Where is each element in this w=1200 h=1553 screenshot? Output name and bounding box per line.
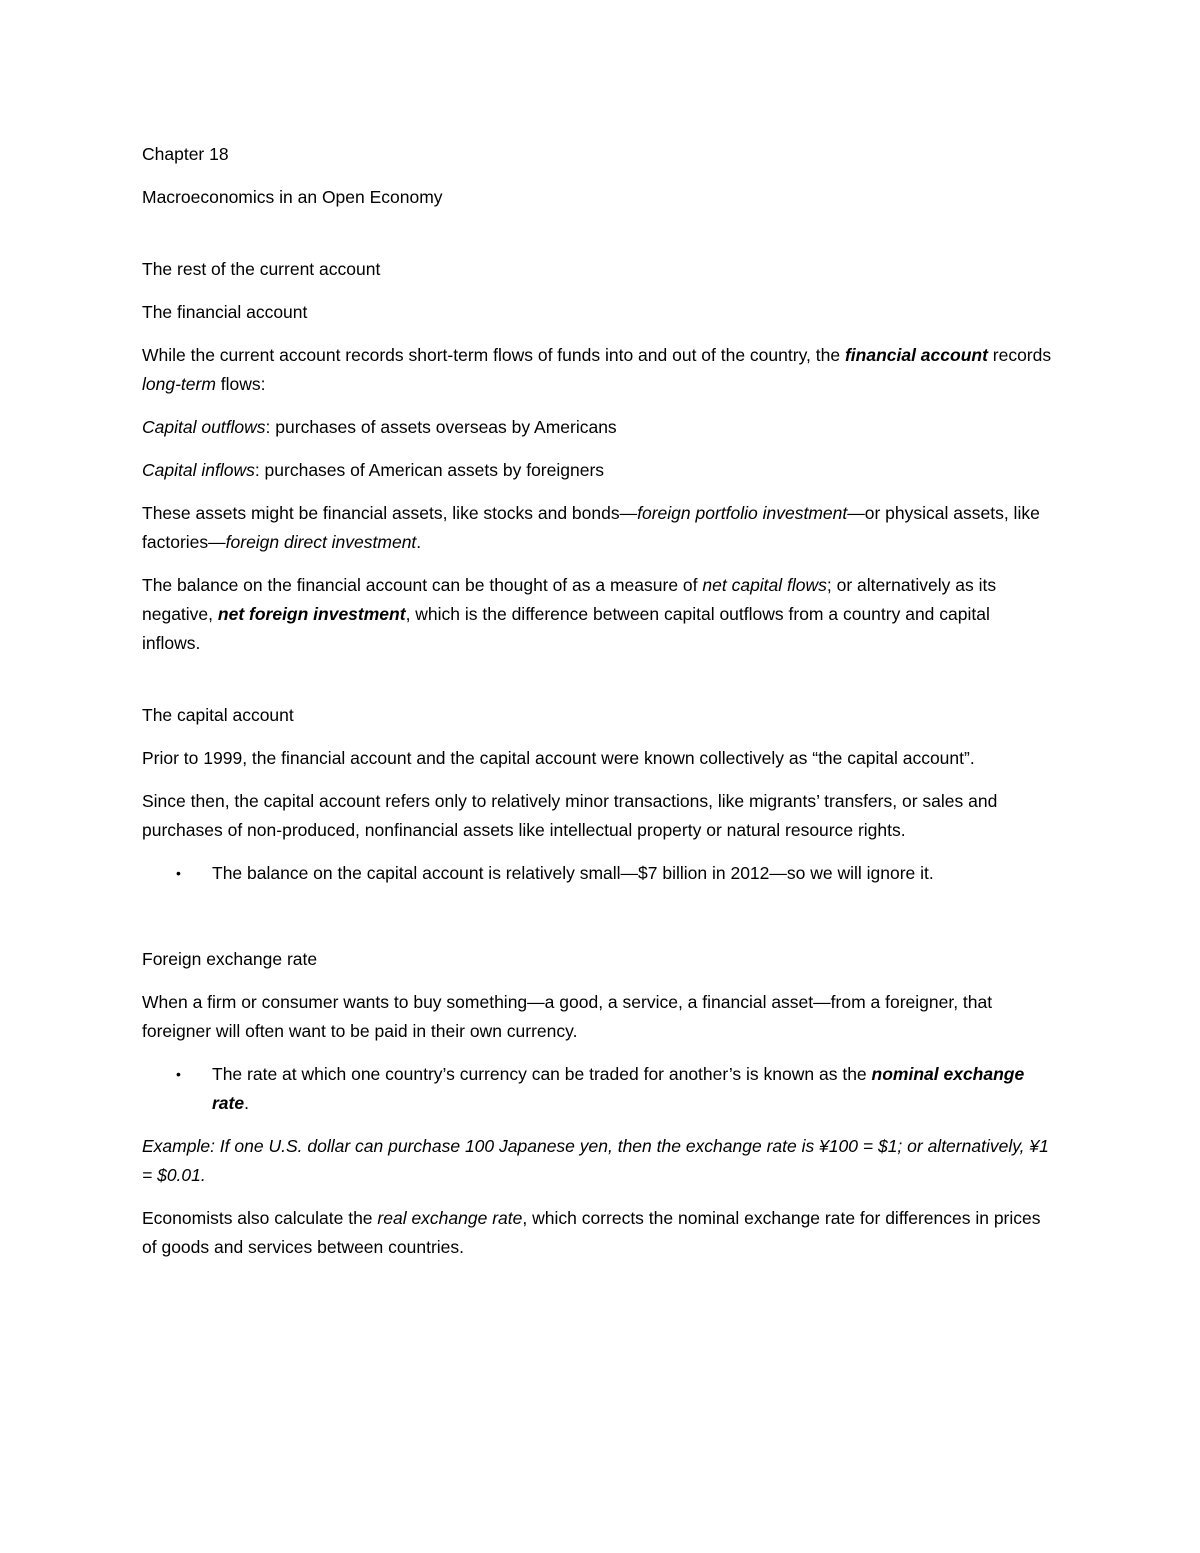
- chapter-label: Chapter 18: [142, 144, 229, 164]
- paragraph-capital-history: Prior to 1999, the financial account and the capital account were known collectively as “the capital account”.: [142, 748, 975, 768]
- spacer: [142, 658, 1052, 701]
- spacer: [142, 902, 1052, 945]
- chapter-title: Macroeconomics in an Open Economy: [142, 187, 443, 207]
- paragraph-example: Example: If one U.S. dollar can purchase 100 Japanese yen, then the exchange rate is ¥100 = $1; or alternatively, ¥1 = $0.01.: [142, 1136, 1049, 1185]
- paragraph-real-exchange-rate: Economists also calculate the real exchange rate, which corrects the nominal exchange rate for differences in prices of goods and services between countries.: [142, 1208, 1041, 1257]
- bullet-text-capital-balance: The balance on the capital account is relatively small—$7 billion in 2012—so we will ignore it.: [212, 863, 934, 883]
- heading-financial-account: The financial account: [142, 302, 308, 322]
- paragraph-financial-intro: While the current account records short-term flows of funds into and out of the country, the financial account records long-term flows:: [142, 345, 1052, 394]
- heading-capital-account: The capital account: [142, 705, 294, 725]
- paragraph-capital-outflows: Capital outflows: purchases of assets overseas by Americans: [142, 417, 617, 437]
- paragraph-financial-balance: The balance on the financial account can be thought of as a measure of net capital flows; or alternatively as its negative, net foreign investment, which is the difference between capital outflows from a country and capital inflows.: [142, 575, 997, 653]
- list-item: [142, 1060, 1052, 1118]
- paragraph-fx-intro: When a firm or consumer wants to buy something—a good, a service, a financial asset—from a foreigner, that foreigner will often want to be paid in their own currency.: [142, 992, 993, 1041]
- spacer: [142, 212, 1052, 255]
- bullet-icon: •: [176, 865, 181, 881]
- list-item: [142, 859, 1052, 888]
- document-page: [142, 140, 1052, 1276]
- paragraph-capital-since: Since then, the capital account refers only to relatively minor transactions, like migrants’ transfers, or sales and purchases of non-produced, nonfinancial assets like intellectual property or natural resource rights.: [142, 791, 998, 840]
- paragraph-assets: These assets might be financial assets, like stocks and bonds—foreign portfolio investment—or physical assets, like factories—foreign direct investment.: [142, 503, 1040, 552]
- heading-foreign-exchange-rate: Foreign exchange rate: [142, 949, 318, 969]
- bullet-icon: •: [176, 1066, 181, 1082]
- paragraph-capital-inflows: Capital inflows: purchases of American assets by foreigners: [142, 460, 605, 480]
- heading-rest-current-account: The rest of the current account: [142, 259, 381, 279]
- bullet-text-nominal-rate: The rate at which one country’s currency can be traded for another’s is known as the nominal exchange rate.: [212, 1064, 1025, 1113]
